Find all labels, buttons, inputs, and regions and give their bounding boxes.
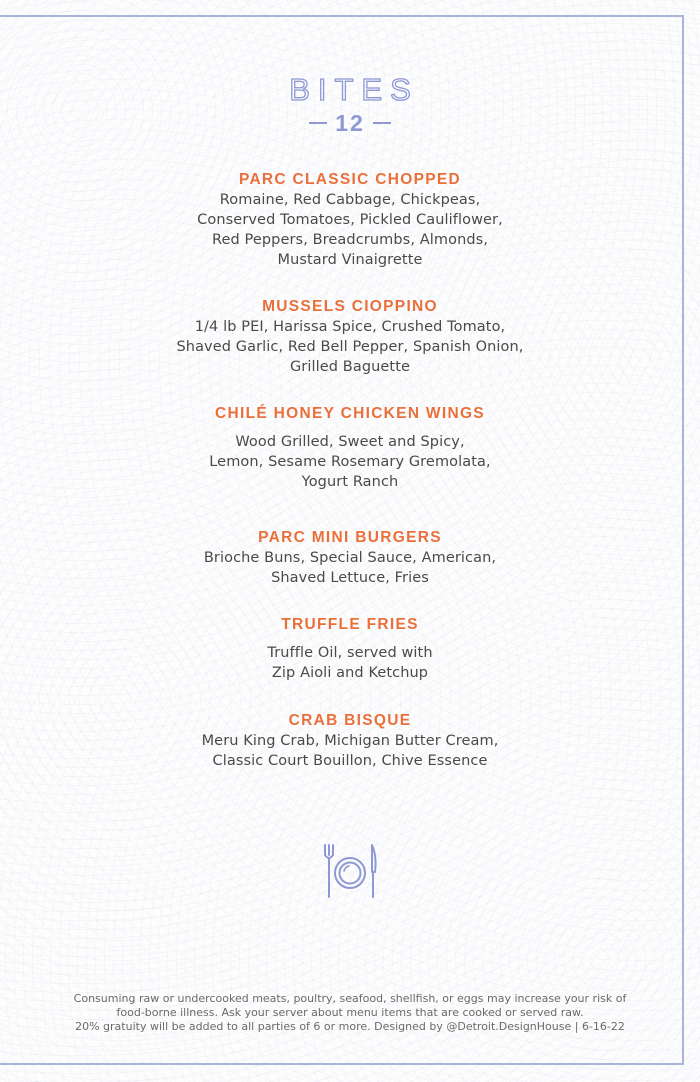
description-line: Mustard Vinaigrette bbox=[277, 252, 423, 268]
description-line: Shaved Lettuce, Fries bbox=[271, 570, 429, 586]
menu-item bbox=[0, 615, 700, 683]
description-line: Zip Aioli and Ketchup bbox=[271, 665, 429, 681]
menu-item-name: PARC CLASSIC CHOPPED bbox=[238, 171, 462, 188]
description-line: Red Peppers, Breadcrumbs, Almonds, bbox=[211, 232, 489, 248]
description-line: Yogurt Ranch bbox=[301, 474, 399, 490]
menu-item bbox=[0, 404, 700, 492]
menu-item-name: CHILÉ HONEY CHICKEN WINGS bbox=[215, 405, 485, 422]
section-price: 12 bbox=[335, 110, 365, 136]
legal-footer bbox=[40, 992, 660, 1034]
menu-item bbox=[0, 170, 700, 270]
menu-item-name: CRAB BISQUE bbox=[288, 712, 412, 729]
description-line: Meru King Crab, Michigan Butter Cream, bbox=[201, 733, 499, 749]
price-left-rule bbox=[309, 122, 327, 124]
menu-item-description bbox=[0, 432, 700, 492]
menu-item-name: MUSSELS CIOPPINO bbox=[262, 298, 438, 315]
menu-item-description bbox=[0, 731, 700, 771]
description-line: Grilled Baguette bbox=[289, 359, 411, 375]
footer-line: 20% gratuity will be added to all parties of 6 or more. Designed by @Detroit.DesignHouse | 6-16-22 bbox=[75, 1020, 625, 1033]
description-line: Romaine, Red Cabbage, Chickpeas, bbox=[219, 192, 481, 208]
description-line: Classic Court Bouillon, Chive Essence bbox=[212, 753, 488, 769]
description-line: Lemon, Sesame Rosemary Gremolata, bbox=[209, 454, 491, 470]
footer-line: Consuming raw or undercooked meats, poultry, seafood, shellfish, or eggs may increase your risk of bbox=[73, 992, 627, 1005]
menu-item-name: PARC MINI BURGERS bbox=[258, 529, 442, 546]
menu-item bbox=[0, 711, 700, 771]
menu-item-description bbox=[0, 317, 700, 377]
menu-item-name: TRUFFLE FRIES bbox=[281, 616, 419, 633]
footer-line: food-borne illness. Ask your server about menu items that are cooked or served raw. bbox=[116, 1006, 584, 1019]
price-right-rule bbox=[373, 122, 391, 124]
description-line: Wood Grilled, Sweet and Spicy, bbox=[235, 434, 465, 450]
description-line: 1/4 lb PEI, Harissa Spice, Crushed Tomato, bbox=[194, 319, 506, 335]
menu-item-description bbox=[0, 548, 700, 588]
menu-header bbox=[0, 72, 700, 136]
plate-fork-knife-icon bbox=[322, 842, 378, 900]
price-row bbox=[0, 110, 700, 136]
menu-item-description bbox=[0, 643, 700, 683]
menu-item bbox=[0, 528, 700, 588]
description-line: Shaved Garlic, Red Bell Pepper, Spanish Onion, bbox=[176, 339, 524, 355]
description-line: Brioche Buns, Special Sauce, American, bbox=[203, 550, 497, 566]
description-line: Conserved Tomatoes, Pickled Cauliflower, bbox=[197, 212, 503, 228]
menu-item bbox=[0, 297, 700, 377]
section-title: BITES bbox=[289, 72, 419, 107]
menu-item-description bbox=[0, 190, 700, 270]
description-line: Truffle Oil, served with bbox=[267, 645, 433, 661]
